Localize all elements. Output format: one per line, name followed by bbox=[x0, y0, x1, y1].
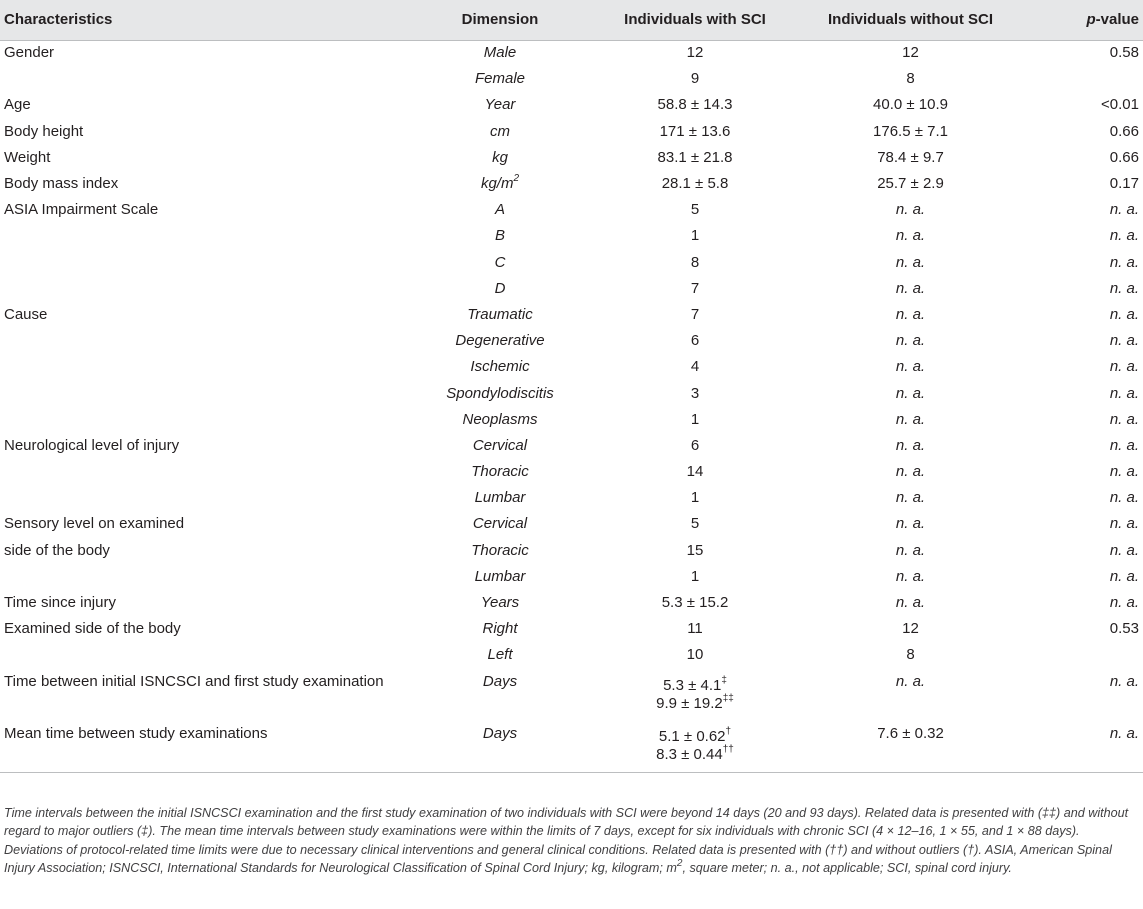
cell-with-sci: 1 bbox=[690, 489, 700, 507]
value-text: 9.9 ± 19.2 bbox=[656, 694, 723, 712]
cell-without-sci: n. a. bbox=[895, 541, 926, 559]
cell-characteristic: Time since injury bbox=[4, 594, 116, 612]
cell-characteristic: Time between initial ISNCSCI and first study examination bbox=[4, 672, 384, 690]
cell-without-sci: 25.7 ± 2.9 bbox=[877, 175, 944, 193]
header-characteristics: Characteristics bbox=[0, 0, 400, 40]
cell-with-sci: 28.1 ± 5.8 bbox=[661, 175, 729, 193]
table-row bbox=[0, 119, 1143, 145]
cell-p-value: n. a. bbox=[1109, 305, 1139, 323]
value-text: 5.1 ± 0.62 bbox=[658, 728, 726, 746]
cell-with-sci: 5 bbox=[690, 515, 700, 533]
cell-p-value: n. a. bbox=[1109, 567, 1139, 585]
cell-dimension: Ischemic bbox=[470, 358, 530, 376]
value-line-1 bbox=[604, 674, 786, 695]
table-row bbox=[0, 328, 1143, 354]
cell-p-value: n. a. bbox=[1109, 515, 1139, 533]
dimension-text: kg/m bbox=[480, 175, 514, 193]
table-row bbox=[0, 459, 1143, 485]
cell-characteristic bbox=[0, 66, 400, 92]
cell-without-sci: 78.4 ± 9.7 bbox=[877, 148, 944, 166]
cell-with-sci: 7 bbox=[690, 305, 700, 323]
cell-with-sci: 15 bbox=[686, 541, 704, 559]
cell-without-sci: n. a. bbox=[895, 279, 926, 297]
cell-characteristic bbox=[0, 354, 400, 380]
cell-p-value: n. a. bbox=[1109, 279, 1139, 297]
table-row bbox=[0, 66, 1143, 92]
cell-dimension: Cervical bbox=[472, 515, 528, 533]
table-row bbox=[0, 485, 1143, 511]
cell-without-sci: 40.0 ± 10.9 bbox=[873, 96, 948, 114]
cell-characteristic bbox=[0, 250, 400, 276]
cell-characteristic bbox=[0, 407, 400, 433]
header-without-sci: Individuals without SCI bbox=[790, 0, 1031, 40]
cell-dimension: cm bbox=[490, 122, 510, 140]
cell-dimension: A bbox=[494, 201, 505, 219]
table-row bbox=[0, 616, 1143, 642]
table-row bbox=[0, 302, 1143, 328]
cell-p-value: n. a. bbox=[1109, 594, 1139, 612]
table-body bbox=[0, 40, 1143, 773]
value-mark: †† bbox=[722, 744, 734, 756]
cell-with-sci: 12 bbox=[686, 44, 704, 62]
cell-characteristic: Sensory level on examined bbox=[4, 515, 185, 533]
value-text: 5.3 ± 4.1 bbox=[663, 676, 722, 694]
cell-p-value: n. a. bbox=[1109, 489, 1139, 507]
cell-characteristic: Mean time between study examinations bbox=[0, 721, 400, 773]
cell-without-sci: n. a. bbox=[895, 253, 926, 271]
cell-dimension: Degenerative bbox=[455, 332, 545, 350]
cell-characteristic bbox=[0, 485, 400, 511]
cell-with-sci: 5 bbox=[690, 201, 700, 219]
value-mark: ‡‡ bbox=[722, 692, 734, 704]
cell-with-sci: 10 bbox=[686, 646, 704, 664]
cell-with-sci: 3 bbox=[690, 384, 700, 402]
cell-p-value: n. a. bbox=[1109, 541, 1139, 559]
table-row bbox=[0, 407, 1143, 433]
cell-with-sci: 6 bbox=[690, 436, 700, 454]
cell-dimension: Year bbox=[484, 96, 516, 114]
cell-dimension: Cervical bbox=[472, 436, 528, 454]
cell-characteristic bbox=[0, 276, 400, 302]
header-p-letter: p bbox=[1086, 11, 1096, 29]
table-row bbox=[0, 511, 1143, 537]
cell-without-sci: 12 bbox=[902, 44, 919, 62]
cell-characteristic bbox=[0, 564, 400, 590]
cell-p-value: n. a. bbox=[1109, 672, 1139, 690]
cell-without-sci: n. a. bbox=[895, 594, 926, 612]
cell-characteristic bbox=[0, 223, 400, 249]
cell-dimension bbox=[400, 171, 600, 197]
cell-dimension: Right bbox=[482, 620, 518, 638]
value-line-1 bbox=[604, 728, 786, 746]
cell-p-value: 0.58 bbox=[1109, 44, 1139, 62]
cell-without-sci: n. a. bbox=[895, 567, 926, 585]
table-row bbox=[0, 642, 1143, 668]
cell-without-sci: 176.5 ± 7.1 bbox=[873, 122, 948, 140]
cell-p-value: n. a. bbox=[1109, 436, 1139, 454]
cell-dimension: Lumbar bbox=[474, 567, 526, 585]
cell-p-value: n. a. bbox=[1109, 253, 1139, 271]
cell-with-sci bbox=[600, 721, 790, 773]
cell-with-sci: 1 bbox=[690, 227, 700, 245]
cell-without-sci: n. a. bbox=[895, 227, 926, 245]
cell-characteristic bbox=[0, 642, 400, 668]
cell-characteristic: Examined side of the body bbox=[4, 620, 181, 638]
table-row bbox=[0, 564, 1143, 590]
value-line-2 bbox=[604, 746, 786, 764]
header-p-suffix: -value bbox=[1095, 11, 1139, 29]
header-with-sci: Individuals with SCI bbox=[600, 0, 790, 40]
cell-with-sci: 9 bbox=[690, 70, 700, 88]
cell-with-sci: 1 bbox=[690, 567, 700, 585]
cell-with-sci: 58.8 ± 14.3 bbox=[657, 96, 733, 114]
cell-p-value bbox=[1031, 66, 1143, 92]
cell-characteristic: Cause bbox=[4, 305, 48, 323]
cell-without-sci: n. a. bbox=[895, 305, 926, 323]
cell-p-value: n. a. bbox=[1109, 332, 1139, 350]
cell-dimension: Days bbox=[482, 672, 518, 690]
cell-without-sci: n. a. bbox=[895, 672, 926, 690]
cell-characteristic: Weight bbox=[4, 148, 51, 166]
table-row bbox=[0, 590, 1143, 616]
cell-p-value: 0.53 bbox=[1109, 620, 1139, 638]
cell-p-value: n. a. bbox=[1109, 227, 1139, 245]
cell-without-sci: n. a. bbox=[895, 332, 926, 350]
cell-dimension: Years bbox=[480, 594, 520, 612]
cell-dimension: kg bbox=[492, 148, 508, 166]
cell-with-sci: 14 bbox=[686, 463, 704, 481]
table-row bbox=[0, 40, 1143, 66]
cell-p-value: n. a. bbox=[1109, 358, 1139, 376]
cell-without-sci: n. a. bbox=[895, 410, 926, 428]
cell-characteristic: ASIA Impairment Scale bbox=[4, 201, 159, 219]
cell-without-sci: 8 bbox=[906, 70, 915, 88]
table-footnote bbox=[4, 804, 1134, 878]
cell-characteristic: side of the body bbox=[4, 541, 110, 559]
table-row bbox=[0, 223, 1143, 249]
cell-dimension: Neoplasms bbox=[462, 410, 538, 428]
cell-characteristic: Body mass index bbox=[4, 175, 119, 193]
cell-without-sci: 7.6 ± 0.32 bbox=[790, 721, 1031, 773]
cell-without-sci: n. a. bbox=[895, 201, 926, 219]
stacked-values bbox=[604, 674, 786, 713]
cell-dimension: Days bbox=[400, 721, 600, 773]
cell-with-sci: 83.1 ± 21.8 bbox=[657, 148, 733, 166]
cell-p-value: n. a. bbox=[1031, 721, 1143, 773]
cell-without-sci: n. a. bbox=[895, 384, 926, 402]
value-text: 8.3 ± 0.44 bbox=[656, 746, 723, 764]
cell-with-sci: 11 bbox=[687, 620, 703, 638]
table-row bbox=[0, 145, 1143, 171]
cell-with-sci: 8 bbox=[690, 253, 700, 271]
cell-p-value: n. a. bbox=[1109, 410, 1139, 428]
value-mark: ‡ bbox=[721, 674, 727, 686]
cell-p-value: n. a. bbox=[1109, 201, 1139, 219]
cell-without-sci: n. a. bbox=[895, 436, 926, 454]
cell-dimension: Left bbox=[487, 646, 513, 664]
cell-without-sci: n. a. bbox=[895, 463, 926, 481]
cell-dimension: Lumbar bbox=[474, 489, 526, 507]
cell-dimension: Thoracic bbox=[471, 541, 529, 559]
cell-without-sci: n. a. bbox=[895, 515, 926, 533]
cell-p-value: <0.01 bbox=[1101, 96, 1139, 114]
stacked-values bbox=[604, 728, 786, 764]
cell-characteristic bbox=[0, 328, 400, 354]
cell-dimension: Traumatic bbox=[467, 305, 533, 323]
cell-p-value: 0.17 bbox=[1109, 175, 1139, 193]
header-dimension: Dimension bbox=[400, 0, 600, 40]
table-row bbox=[0, 250, 1143, 276]
footnote-sup: 2 bbox=[676, 858, 683, 870]
cell-with-sci bbox=[600, 669, 790, 721]
cell-dimension: Female bbox=[474, 70, 526, 88]
cell-with-sci: 4 bbox=[690, 358, 700, 376]
cell-dimension: Spondylodiscitis bbox=[446, 384, 554, 402]
cell-p-value: n. a. bbox=[1109, 384, 1139, 402]
value-mark: † bbox=[725, 726, 732, 738]
cell-dimension: D bbox=[494, 279, 506, 297]
table-row bbox=[0, 197, 1143, 223]
cell-dimension: Male bbox=[483, 44, 517, 62]
footnote-text: Time intervals between the initial ISNCSCI examination and the first study examination of two individuals with SCI were beyond 14 days (20 and 93 days). Related data is presented with (‡‡) and without regard to major outliers (‡). The mean time intervals between study examinations were within the limits of 7 days, except for six individuals with chronic SCI (4 × 12–16, 1 × 55, and 1 × 88 days). Deviations of protocol-related time limits were due to necessary clinical interventions and general clinical conditions. Related data is presented with (††) and without outliers (†). ASIA, American Spinal Injury Association; ISNCSCI, International Standards for Neurological Classification of Spinal Cord Injury; kg, kilogram; m bbox=[4, 806, 1129, 876]
cell-with-sci: 7 bbox=[690, 279, 700, 297]
cell-p-value: n. a. bbox=[1109, 463, 1139, 481]
cell-without-sci: 12 bbox=[902, 620, 919, 638]
cell-dimension: B bbox=[494, 227, 505, 245]
footnote-text-end: , square meter; n. a., not applicable; SCI, spinal cord injury. bbox=[682, 861, 1012, 876]
cell-with-sci: 6 bbox=[690, 332, 700, 350]
table-row-time-initial bbox=[0, 669, 1143, 721]
cell-characteristic: Body height bbox=[4, 122, 84, 140]
dimension-sup: 2 bbox=[513, 173, 520, 185]
cell-characteristic: Neurological level of injury bbox=[4, 436, 180, 454]
cell-without-sci: 8 bbox=[906, 646, 915, 664]
table-row bbox=[0, 276, 1143, 302]
table-header bbox=[0, 0, 1143, 40]
cell-without-sci: n. a. bbox=[895, 358, 926, 376]
cell-with-sci: 171 ± 13.6 bbox=[659, 122, 731, 140]
cell-dimension: C bbox=[494, 253, 506, 271]
cell-characteristic: Age bbox=[4, 96, 31, 114]
cell-without-sci: n. a. bbox=[895, 489, 926, 507]
cell-p-value bbox=[1031, 642, 1143, 668]
cell-with-sci: 5.3 ± 15.2 bbox=[661, 594, 729, 612]
table-row bbox=[0, 92, 1143, 118]
cell-with-sci: 1 bbox=[690, 410, 700, 428]
cell-characteristic bbox=[0, 459, 400, 485]
table-row bbox=[0, 538, 1143, 564]
table-row-mean-time bbox=[0, 721, 1143, 773]
table-row bbox=[0, 433, 1143, 459]
cell-characteristic bbox=[0, 380, 400, 406]
header-p-value bbox=[1031, 0, 1143, 40]
table-row bbox=[0, 171, 1143, 197]
cell-p-value: 0.66 bbox=[1109, 122, 1139, 140]
table-row bbox=[0, 380, 1143, 406]
table-row bbox=[0, 354, 1143, 380]
cell-characteristic: Gender bbox=[4, 44, 55, 62]
cell-dimension: Thoracic bbox=[471, 463, 529, 481]
value-line-2 bbox=[604, 692, 786, 713]
cell-p-value: 0.66 bbox=[1109, 148, 1139, 166]
